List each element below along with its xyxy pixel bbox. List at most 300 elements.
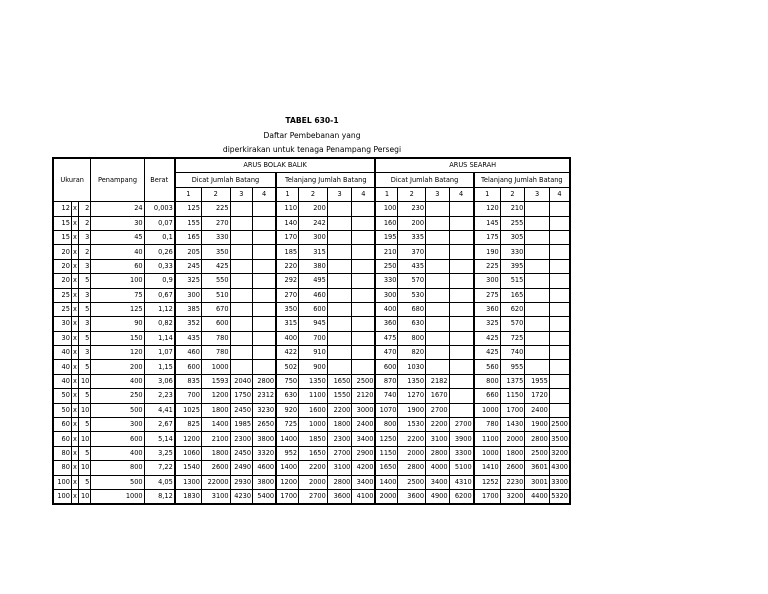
size-thickness-cell: 10 xyxy=(79,432,91,446)
ac-painted-cell: 600 xyxy=(175,360,202,374)
size-times-cell: x xyxy=(71,446,78,460)
ac-bare-cell xyxy=(327,302,352,316)
ac-painted-cell: 165 xyxy=(175,230,202,244)
ac-bare-cell: 3600 xyxy=(327,489,352,504)
ac-bare-cell: 460 xyxy=(299,288,328,302)
dc-painted-cell xyxy=(426,346,450,360)
header-batang-number: 2 xyxy=(201,187,230,201)
ac-painted-cell: 22000 xyxy=(201,475,230,489)
dc-painted-cell: 2700 xyxy=(426,403,450,417)
table-row xyxy=(53,202,570,216)
ac-painted-cell: 4230 xyxy=(230,489,253,504)
ac-painted-cell: 1750 xyxy=(230,389,253,403)
ac-painted-cell xyxy=(230,302,253,316)
size-width-cell: 100 xyxy=(53,475,71,489)
dc-painted-cell xyxy=(426,360,450,374)
size-times-cell: x xyxy=(71,274,78,288)
table-row xyxy=(53,346,570,360)
ac-painted-cell: 2930 xyxy=(230,475,253,489)
dc-bare-cell xyxy=(549,360,570,374)
ac-painted-cell: 1400 xyxy=(201,418,230,432)
size-thickness-cell: 3 xyxy=(79,259,91,273)
dc-painted-cell: 100 xyxy=(375,202,398,216)
ac-painted-cell: 245 xyxy=(175,259,202,273)
dc-painted-cell: 1030 xyxy=(398,360,426,374)
penampang-cell: 45 xyxy=(91,230,144,244)
dc-bare-cell: 1375 xyxy=(500,374,525,388)
ac-bare-cell xyxy=(352,274,376,288)
ac-bare-cell xyxy=(352,317,376,331)
dc-painted-cell xyxy=(449,216,474,230)
dc-painted-cell: 250 xyxy=(375,259,398,273)
ac-bare-cell: 292 xyxy=(276,274,299,288)
dc-painted-cell: 1350 xyxy=(398,374,426,388)
size-width-cell: 60 xyxy=(53,418,71,432)
ac-bare-cell: 1600 xyxy=(299,403,328,417)
ac-bare-cell: 3100 xyxy=(327,461,352,475)
ac-painted-cell: 1800 xyxy=(201,446,230,460)
size-times-cell: x xyxy=(71,259,78,273)
ac-bare-cell xyxy=(352,245,376,259)
header-batang-number: 4 xyxy=(549,187,570,201)
ac-painted-cell: 835 xyxy=(175,374,202,388)
dc-bare-cell: 2800 xyxy=(525,432,550,446)
dc-bare-cell xyxy=(525,202,550,216)
dc-bare-cell: 165 xyxy=(500,288,525,302)
ac-bare-cell: 4200 xyxy=(352,461,376,475)
size-width-cell: 50 xyxy=(53,403,71,417)
ac-bare-cell: 952 xyxy=(276,446,299,460)
header-batang-number: 2 xyxy=(500,187,525,201)
berat-cell: 3,25 xyxy=(144,446,175,460)
table-subtitle: Daftar Pembebanan yang xyxy=(263,131,361,140)
ac-bare-cell: 1000 xyxy=(299,418,328,432)
ac-painted-cell: 1060 xyxy=(175,446,202,460)
ac-painted-cell: 780 xyxy=(201,346,230,360)
size-thickness-cell: 2 xyxy=(79,245,91,259)
header-batang-number: 4 xyxy=(352,187,376,201)
ac-bare-cell xyxy=(327,259,352,273)
dc-painted-cell xyxy=(449,389,474,403)
size-width-cell: 20 xyxy=(53,274,71,288)
dc-painted-cell: 2800 xyxy=(398,461,426,475)
header-batang-number: 3 xyxy=(426,187,450,201)
header-batang-number: 1 xyxy=(276,187,299,201)
dc-bare-cell: 780 xyxy=(474,418,501,432)
dc-painted-cell xyxy=(449,331,474,345)
dc-painted-cell xyxy=(426,259,450,273)
dc-bare-cell: 955 xyxy=(500,360,525,374)
size-width-cell: 30 xyxy=(53,331,71,345)
ac-painted-cell xyxy=(230,346,253,360)
dc-painted-cell: 475 xyxy=(375,331,398,345)
ac-bare-cell xyxy=(352,346,376,360)
header-ukuran: Ukuran xyxy=(53,158,91,202)
ac-bare-cell: 2500 xyxy=(352,374,376,388)
ac-bare-cell: 242 xyxy=(299,216,328,230)
ac-painted-cell: 350 xyxy=(201,245,230,259)
dc-bare-cell: 360 xyxy=(474,302,501,316)
dc-bare-cell: 425 xyxy=(474,331,501,345)
berat-cell: 2,67 xyxy=(144,418,175,432)
header-batang-number: 3 xyxy=(230,187,253,201)
berat-cell: 4,41 xyxy=(144,403,175,417)
dc-painted-cell xyxy=(449,245,474,259)
dc-bare-cell: 2500 xyxy=(525,446,550,460)
dc-painted-cell: 6200 xyxy=(449,489,474,504)
dc-bare-cell: 325 xyxy=(474,317,501,331)
ac-bare-cell: 495 xyxy=(299,274,328,288)
dc-bare-cell: 2000 xyxy=(500,432,525,446)
size-times-cell: x xyxy=(71,461,78,475)
size-times-cell: x xyxy=(71,230,78,244)
ac-painted-cell xyxy=(230,274,253,288)
dc-painted-cell: 2700 xyxy=(449,418,474,432)
table-row xyxy=(53,489,570,504)
berat-cell: 0,9 xyxy=(144,274,175,288)
dc-bare-cell xyxy=(549,216,570,230)
dc-painted-cell: 3900 xyxy=(449,432,474,446)
header-batang-number: 4 xyxy=(253,187,277,201)
penampang-cell: 600 xyxy=(91,432,144,446)
dc-bare-cell xyxy=(549,331,570,345)
dc-bare-cell: 1700 xyxy=(500,403,525,417)
ac-painted-cell xyxy=(253,274,277,288)
dc-bare-cell: 4300 xyxy=(549,461,570,475)
ac-painted-cell: 2300 xyxy=(230,432,253,446)
penampang-cell: 90 xyxy=(91,317,144,331)
ac-painted-cell: 1800 xyxy=(201,403,230,417)
ac-bare-cell: 600 xyxy=(299,302,328,316)
dc-painted-cell: 360 xyxy=(375,317,398,331)
ac-painted-cell: 600 xyxy=(201,317,230,331)
dc-bare-cell: 2600 xyxy=(500,461,525,475)
header-batang-number: 2 xyxy=(398,187,426,201)
ac-bare-cell: 910 xyxy=(299,346,328,360)
dc-bare-cell: 1800 xyxy=(500,446,525,460)
dc-bare-cell: 255 xyxy=(500,216,525,230)
dc-painted-cell: 435 xyxy=(398,259,426,273)
berat-cell: 1,14 xyxy=(144,331,175,345)
dc-bare-cell xyxy=(549,202,570,216)
dc-painted-cell: 1150 xyxy=(375,446,398,460)
header-batang-number: 3 xyxy=(327,187,352,201)
dc-painted-cell: 3300 xyxy=(449,446,474,460)
dc-bare-cell: 3601 xyxy=(525,461,550,475)
dc-bare-cell: 1000 xyxy=(474,446,501,460)
dc-bare-cell: 4400 xyxy=(525,489,550,504)
dc-bare-cell xyxy=(549,259,570,273)
berat-cell: 0,33 xyxy=(144,259,175,273)
size-times-cell: x xyxy=(71,317,78,331)
dc-painted-cell: 800 xyxy=(375,418,398,432)
ac-painted-cell: 1200 xyxy=(175,432,202,446)
ac-painted-cell: 125 xyxy=(175,202,202,216)
dc-bare-cell xyxy=(549,374,570,388)
dc-painted-cell: 4000 xyxy=(426,461,450,475)
dc-bare-cell: 660 xyxy=(474,389,501,403)
header-bb-dicat: Dicat Jumlah Batang xyxy=(175,173,276,187)
berat-cell: 1,12 xyxy=(144,302,175,316)
dc-bare-cell: 3200 xyxy=(500,489,525,504)
dc-bare-cell xyxy=(549,403,570,417)
ac-bare-cell: 1800 xyxy=(327,418,352,432)
ac-painted-cell: 3320 xyxy=(253,446,277,460)
dc-painted-cell xyxy=(426,302,450,316)
dc-painted-cell: 200 xyxy=(398,216,426,230)
dc-bare-cell: 1000 xyxy=(474,403,501,417)
ac-bare-cell: 300 xyxy=(299,230,328,244)
dc-bare-cell: 425 xyxy=(474,346,501,360)
dc-bare-cell: 2400 xyxy=(525,403,550,417)
ac-painted-cell xyxy=(253,302,277,316)
dc-bare-cell: 740 xyxy=(500,346,525,360)
ac-bare-cell: 1850 xyxy=(299,432,328,446)
dc-painted-cell: 330 xyxy=(375,274,398,288)
dc-painted-cell: 630 xyxy=(398,317,426,331)
ac-bare-cell: 1400 xyxy=(276,461,299,475)
ac-painted-cell: 2100 xyxy=(201,432,230,446)
header-batang-number: 1 xyxy=(175,187,202,201)
ac-painted-cell: 4600 xyxy=(253,461,277,475)
ac-painted-cell: 325 xyxy=(175,274,202,288)
size-width-cell: 80 xyxy=(53,446,71,460)
ac-painted-cell: 2650 xyxy=(253,418,277,432)
size-times-cell: x xyxy=(71,202,78,216)
table-row xyxy=(53,389,570,403)
dc-painted-cell xyxy=(426,202,450,216)
dc-bare-cell xyxy=(525,317,550,331)
ac-bare-cell xyxy=(327,202,352,216)
size-times-cell: x xyxy=(71,374,78,388)
table-row xyxy=(53,302,570,316)
dc-painted-cell xyxy=(426,317,450,331)
ac-bare-cell: 1650 xyxy=(299,446,328,460)
ac-bare-cell: 3400 xyxy=(352,475,376,489)
ac-painted-cell: 1300 xyxy=(175,475,202,489)
header-batang-number: 1 xyxy=(375,187,398,201)
dc-painted-cell: 195 xyxy=(375,230,398,244)
dc-bare-cell: 1700 xyxy=(474,489,501,504)
ac-painted-cell: 2600 xyxy=(201,461,230,475)
table-row xyxy=(53,259,570,273)
berat-cell: 4,05 xyxy=(144,475,175,489)
ac-painted-cell xyxy=(253,230,277,244)
dc-painted-cell: 1530 xyxy=(398,418,426,432)
ac-bare-cell xyxy=(327,216,352,230)
ac-bare-cell: 920 xyxy=(276,403,299,417)
size-times-cell: x xyxy=(71,288,78,302)
dc-painted-cell: 300 xyxy=(375,288,398,302)
ac-bare-cell: 2200 xyxy=(299,461,328,475)
dc-painted-cell xyxy=(426,245,450,259)
penampang-cell: 24 xyxy=(91,202,144,216)
dc-bare-cell: 1900 xyxy=(525,418,550,432)
ac-bare-cell: 1650 xyxy=(327,374,352,388)
penampang-cell: 500 xyxy=(91,475,144,489)
dc-bare-cell: 3500 xyxy=(549,432,570,446)
dc-painted-cell: 4900 xyxy=(426,489,450,504)
dc-bare-cell xyxy=(525,302,550,316)
ac-painted-cell: 2040 xyxy=(230,374,253,388)
penampang-cell: 200 xyxy=(91,360,144,374)
header-penampang: Penampang xyxy=(91,158,144,202)
penampang-cell: 500 xyxy=(91,403,144,417)
ac-bare-cell xyxy=(352,230,376,244)
penampang-cell: 120 xyxy=(91,346,144,360)
ac-bare-cell: 900 xyxy=(299,360,328,374)
size-times-cell: x xyxy=(71,418,78,432)
dc-painted-cell: 800 xyxy=(398,331,426,345)
ac-painted-cell xyxy=(230,360,253,374)
ac-painted-cell xyxy=(230,216,253,230)
dc-painted-cell xyxy=(449,230,474,244)
ac-bare-cell: 2200 xyxy=(327,403,352,417)
size-width-cell: 100 xyxy=(53,489,71,504)
berat-cell: 8,12 xyxy=(144,489,175,504)
header-bb-telanjang: Telanjang Jumlah Batang xyxy=(276,173,375,187)
dc-painted-cell: 1250 xyxy=(375,432,398,446)
size-width-cell: 30 xyxy=(53,317,71,331)
size-thickness-cell: 5 xyxy=(79,389,91,403)
penampang-cell: 1000 xyxy=(91,489,144,504)
ac-painted-cell: 1830 xyxy=(175,489,202,504)
size-width-cell: 20 xyxy=(53,259,71,273)
dc-painted-cell xyxy=(449,302,474,316)
dc-painted-cell: 3400 xyxy=(426,475,450,489)
dc-bare-cell xyxy=(549,274,570,288)
dc-painted-cell: 4310 xyxy=(449,475,474,489)
dc-bare-cell: 1252 xyxy=(474,475,501,489)
size-thickness-cell: 3 xyxy=(79,317,91,331)
ac-bare-cell: 315 xyxy=(276,317,299,331)
ac-bare-cell: 2300 xyxy=(327,432,352,446)
ac-painted-cell: 330 xyxy=(201,230,230,244)
header-batang-number: 4 xyxy=(449,187,474,201)
dc-painted-cell: 820 xyxy=(398,346,426,360)
ac-painted-cell xyxy=(253,360,277,374)
table-row xyxy=(53,274,570,288)
ac-bare-cell xyxy=(352,302,376,316)
dc-bare-cell: 3200 xyxy=(549,446,570,460)
dc-painted-cell: 740 xyxy=(375,389,398,403)
size-thickness-cell: 5 xyxy=(79,418,91,432)
penampang-cell: 40 xyxy=(91,245,144,259)
size-thickness-cell: 10 xyxy=(79,489,91,504)
dc-bare-cell: 305 xyxy=(500,230,525,244)
ac-painted-cell xyxy=(230,230,253,244)
ac-painted-cell: 460 xyxy=(175,346,202,360)
table-row xyxy=(53,360,570,374)
dc-bare-cell: 3001 xyxy=(525,475,550,489)
ac-painted-cell xyxy=(230,202,253,216)
ac-bare-cell: 2700 xyxy=(299,489,328,504)
ac-bare-cell: 2000 xyxy=(299,475,328,489)
dc-painted-cell: 1270 xyxy=(398,389,426,403)
ac-bare-cell xyxy=(327,288,352,302)
ac-bare-cell xyxy=(327,360,352,374)
dc-bare-cell xyxy=(525,230,550,244)
ac-painted-cell: 3100 xyxy=(201,489,230,504)
ac-painted-cell: 700 xyxy=(175,389,202,403)
size-thickness-cell: 5 xyxy=(79,446,91,460)
ac-bare-cell: 270 xyxy=(276,288,299,302)
ac-painted-cell: 1593 xyxy=(201,374,230,388)
dc-bare-cell: 1955 xyxy=(525,374,550,388)
ac-painted-cell: 2450 xyxy=(230,446,253,460)
ac-painted-cell xyxy=(253,202,277,216)
size-width-cell: 15 xyxy=(53,216,71,230)
dc-bare-cell: 2500 xyxy=(549,418,570,432)
dc-bare-cell: 560 xyxy=(474,360,501,374)
size-times-cell: x xyxy=(71,403,78,417)
dc-bare-cell xyxy=(525,360,550,374)
ac-painted-cell xyxy=(253,216,277,230)
dc-painted-cell xyxy=(426,230,450,244)
header-berat: Berat xyxy=(144,158,175,202)
penampang-cell: 30 xyxy=(91,216,144,230)
dc-painted-cell: 1900 xyxy=(398,403,426,417)
dc-bare-cell: 330 xyxy=(500,245,525,259)
table-title: TABEL 630-1 xyxy=(285,116,339,125)
ac-bare-cell: 220 xyxy=(276,259,299,273)
dc-bare-cell: 1410 xyxy=(474,461,501,475)
ac-bare-cell: 380 xyxy=(299,259,328,273)
penampang-cell: 150 xyxy=(91,331,144,345)
ac-bare-cell: 1350 xyxy=(299,374,328,388)
ac-painted-cell: 825 xyxy=(175,418,202,432)
dc-painted-cell xyxy=(449,317,474,331)
size-width-cell: 20 xyxy=(53,245,71,259)
ac-bare-cell: 945 xyxy=(299,317,328,331)
penampang-cell: 400 xyxy=(91,446,144,460)
size-times-cell: x xyxy=(71,432,78,446)
penampang-cell: 100 xyxy=(91,274,144,288)
dc-bare-cell: 225 xyxy=(474,259,501,273)
ac-bare-cell: 1400 xyxy=(276,432,299,446)
header-batang-number: 1 xyxy=(474,187,501,201)
ac-bare-cell xyxy=(352,216,376,230)
dc-painted-cell: 2200 xyxy=(398,432,426,446)
dc-bare-cell: 300 xyxy=(474,274,501,288)
header-batang-number: 2 xyxy=(299,187,328,201)
dc-painted-cell: 1650 xyxy=(375,461,398,475)
ac-painted-cell xyxy=(253,259,277,273)
size-times-cell: x xyxy=(71,302,78,316)
ac-bare-cell: 400 xyxy=(276,331,299,345)
table-row xyxy=(53,245,570,259)
dc-painted-cell: 210 xyxy=(375,245,398,259)
size-width-cell: 12 xyxy=(53,202,71,216)
ac-painted-cell: 780 xyxy=(201,331,230,345)
dc-painted-cell: 2800 xyxy=(426,446,450,460)
table-row xyxy=(53,475,570,489)
size-thickness-cell: 5 xyxy=(79,274,91,288)
dc-bare-cell xyxy=(549,288,570,302)
table-row xyxy=(53,317,570,331)
ac-bare-cell: 315 xyxy=(299,245,328,259)
dc-painted-cell: 570 xyxy=(398,274,426,288)
size-times-cell: x xyxy=(71,331,78,345)
dc-bare-cell xyxy=(525,331,550,345)
ac-painted-cell: 300 xyxy=(175,288,202,302)
header-arus-bolak-balik: ARUS BOLAK BALIK xyxy=(175,158,376,173)
ac-painted-cell: 510 xyxy=(201,288,230,302)
dc-bare-cell: 395 xyxy=(500,259,525,273)
dc-painted-cell: 680 xyxy=(398,302,426,316)
dc-bare-cell: 1150 xyxy=(500,389,525,403)
ac-painted-cell: 2450 xyxy=(230,403,253,417)
